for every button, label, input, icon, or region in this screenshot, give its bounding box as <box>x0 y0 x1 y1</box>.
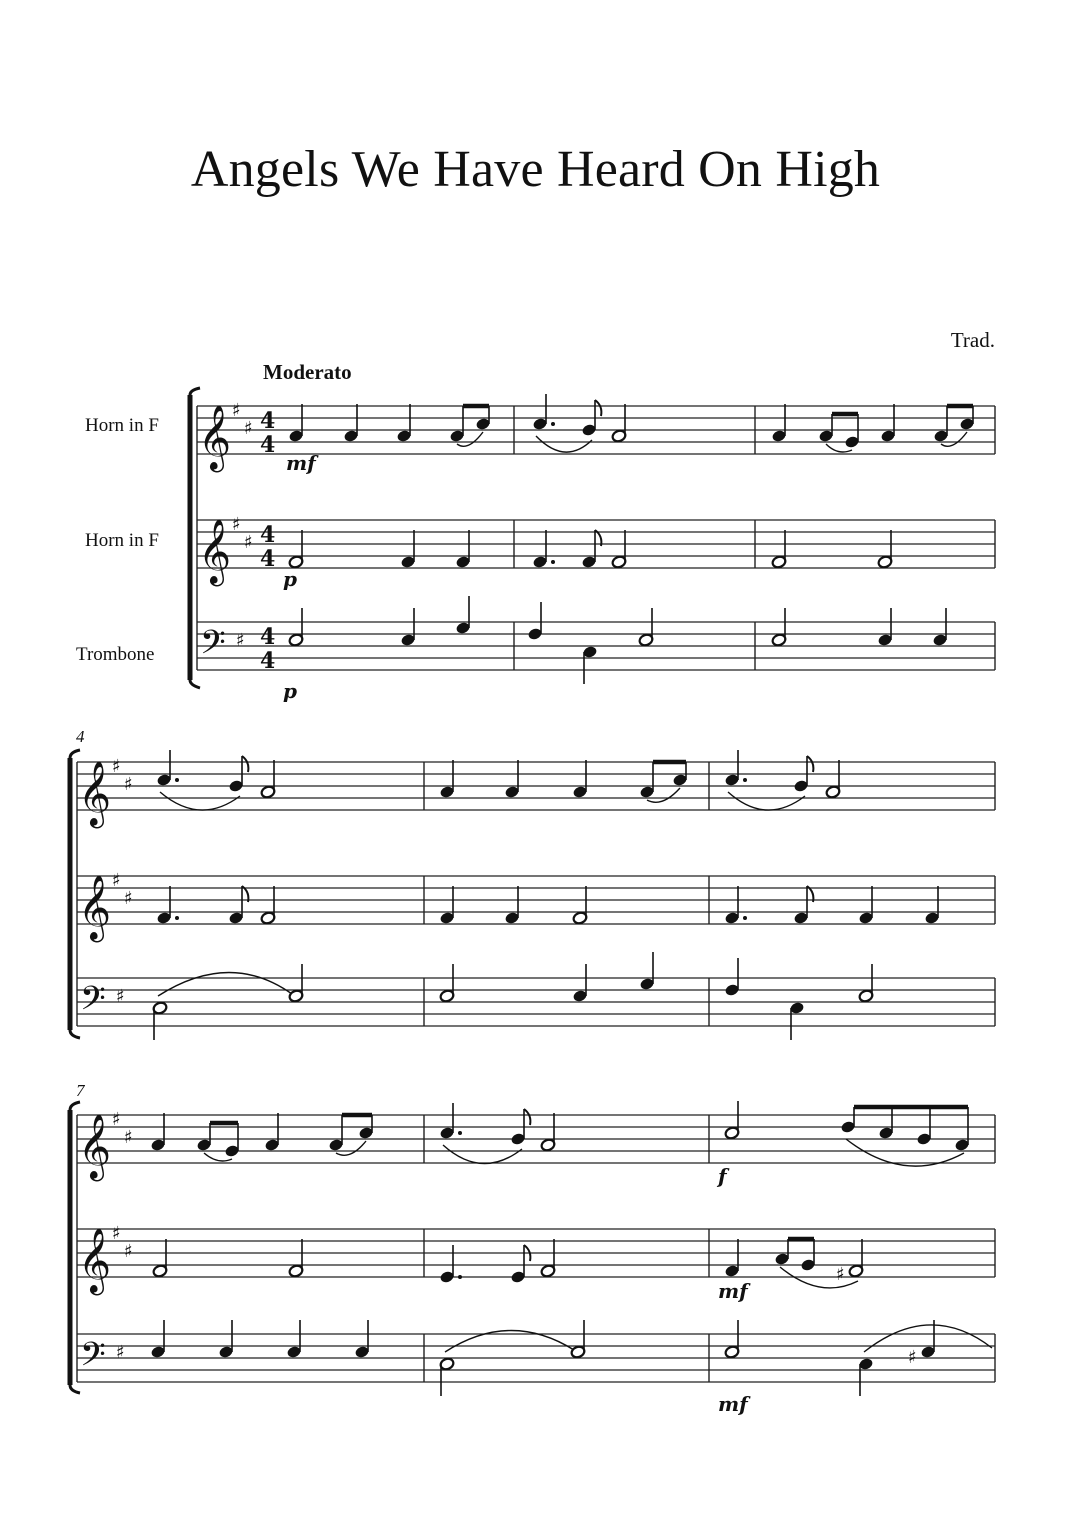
composer-credit: Trad. <box>950 328 995 352</box>
treble-clef-icon: 𝄞 <box>78 1114 112 1179</box>
sharp-icon: ♯ <box>116 1342 125 1363</box>
bass-clef-icon: 𝄢 <box>200 624 226 670</box>
score-title: Angels We Have Heard On High <box>190 141 881 198</box>
staff-horn-1 <box>77 762 995 810</box>
staff-horn-2 <box>77 876 995 924</box>
sharp-icon: ♯ <box>124 1127 133 1148</box>
measure-number: 7 <box>76 1081 85 1100</box>
treble-clef-icon: 𝄞 <box>78 761 112 826</box>
staff-trombone <box>77 978 995 1026</box>
horn1-notes-m4-6 <box>156 750 841 810</box>
dynamic-marking: mf <box>286 451 316 475</box>
dynamic-marking: mf <box>718 1392 748 1416</box>
time-sig-bottom: 4 <box>260 546 276 572</box>
treble-clef-icon: 𝄞 <box>78 1228 112 1293</box>
tempo-marking: Moderato <box>263 360 352 384</box>
bass-clef-icon: 𝄢 <box>80 980 106 1026</box>
time-sig-top: 4 <box>260 624 276 650</box>
sharp-icon: ♯ <box>236 630 245 651</box>
sharp-icon: ♯ <box>244 532 253 553</box>
treble-clef-icon: 𝄞 <box>198 405 232 470</box>
horn2-notes-m7-9 <box>152 1239 864 1288</box>
dynamic-marking: p <box>283 567 297 591</box>
instrument-label-horn-1: Horn in F <box>85 415 159 436</box>
sharp-icon: ♯ <box>112 870 121 891</box>
sharp-icon: ♯ <box>232 400 241 421</box>
sharp-icon: ♯ <box>116 986 125 1007</box>
sharp-icon: ♯ <box>124 888 133 909</box>
bracket-bottom <box>190 680 200 688</box>
instrument-label-trombone: Trombone <box>76 644 155 665</box>
staff-horn-1 <box>197 406 995 454</box>
treble-clef-icon: 𝄞 <box>78 875 112 940</box>
system-3 <box>70 1081 995 1416</box>
staff-horn-2 <box>197 520 995 568</box>
dynamic-marking: f <box>718 1164 727 1188</box>
time-sig-top: 4 <box>260 522 276 548</box>
horn1-notes-m7-9 <box>150 1101 970 1166</box>
sharp-icon: ♯ <box>244 418 253 439</box>
sharp-icon: ♯ <box>836 1264 845 1285</box>
time-sig-bottom: 4 <box>260 648 276 674</box>
dynamic-marking: p <box>283 679 297 703</box>
horn1-notes-m1-3 <box>288 394 975 452</box>
treble-clef-icon: 𝄞 <box>198 519 232 584</box>
sharp-icon: ♯ <box>112 756 121 777</box>
sharp-icon: ♯ <box>112 1223 121 1244</box>
trombone-notes-m4-6 <box>152 952 874 1040</box>
sharp-icon: ♯ <box>232 514 241 535</box>
bass-clef-icon: 𝄢 <box>80 1336 106 1382</box>
system-2 <box>70 727 995 1040</box>
measure-number: 4 <box>76 727 85 746</box>
dynamic-marking: mf <box>718 1279 748 1303</box>
trombone-notes-m1-3 <box>288 596 948 684</box>
horn2-notes-m4-6 <box>156 886 940 925</box>
horn2-notes-m1-3 <box>288 530 893 569</box>
bracket-top <box>190 388 200 395</box>
staff-trombone <box>197 622 995 670</box>
time-sig-top: 4 <box>260 408 276 434</box>
sharp-icon: ♯ <box>908 1347 917 1368</box>
system-1 <box>76 388 995 703</box>
sharp-icon: ♯ <box>124 1241 133 1262</box>
sharp-icon: ♯ <box>112 1109 121 1130</box>
instrument-label-horn-2: Horn in F <box>85 530 159 551</box>
time-sig-bottom: 4 <box>260 432 276 458</box>
staff-trombone <box>77 1334 995 1382</box>
sharp-icon: ♯ <box>124 774 133 795</box>
